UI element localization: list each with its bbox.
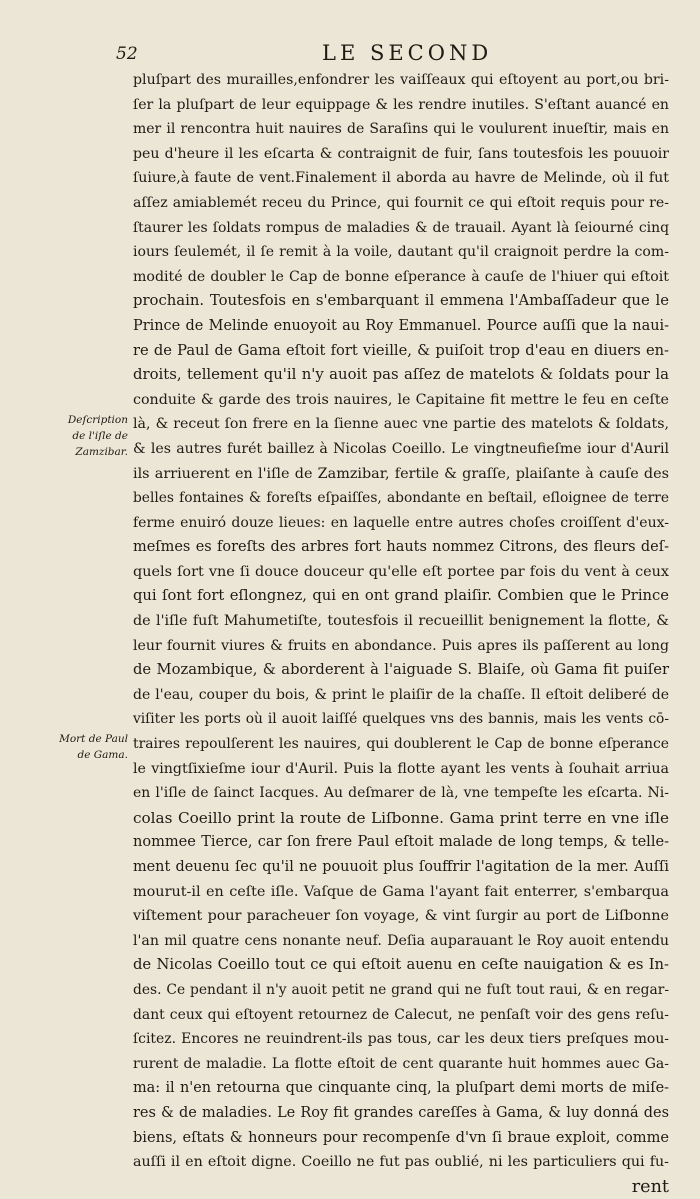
text-line: traires repoulſerent les nauires, qui doublerent le Cap de bonne eſperance	[133, 736, 669, 753]
text-line: mourut-il en ceſte iſle. Vaſque de Gama l'ayant fait enterrer, s'embarqua	[133, 883, 669, 900]
text-line: le vingtſixieſme iour d'Auril. Puis la flotte ayant les vents à ſouhait arriua	[133, 760, 669, 777]
text-line: ferme enuiró douze lieues: en laquelle entre autres choſes croiſſent d'eux-	[133, 514, 669, 531]
margin-note-line: de l'iſle de	[72, 430, 128, 442]
text-line: dant ceux qui eſtoyent retournez de Calecut, ne penſaſt voir des gens reſu-	[133, 1006, 669, 1023]
margin-note-paul-de-gama	[30, 731, 128, 763]
margin-note-line: Mort de Paul	[59, 733, 128, 745]
text-line: conduite & garde des trois nauires, le Capitaine fit mettre le feu en ceſte	[133, 391, 669, 408]
margin-note-line: Zamzibar.	[75, 446, 128, 458]
text-line: de l'eau, couper du bois, & print le plaiſir de la chaſſe. Il eſtoit deliberé de	[133, 686, 669, 703]
text-line: là, & receut ſon frere en la ſienne auec vne partie des matelots & ſoldats,	[133, 416, 669, 433]
text-line: rurent de maladie. La flotte eſtoit de cent quarante huit hommes auec Ga-	[133, 1055, 669, 1072]
text-line: colas Coeillo print la route de Liſbonne. Gama print terre en vne iſle	[133, 808, 669, 827]
margin-note-line: Deſcription	[67, 414, 128, 426]
text-line: de Nicolas Coeillo tout ce qui eſtoit auenu en ceſte nauigation & es In-	[133, 956, 669, 974]
text-line: leur fournit viures & fruits en abondance. Puis apres ils paſſerent au long	[133, 637, 669, 654]
text-line: ſer la pluſpart de leur equippage & les rendre inutiles. S'eſtant auancé en	[133, 96, 669, 113]
text-line: auſſi il en eſtoit digne. Coeillo ne fut pas oublié, ni les particuliers qui fu-	[133, 1154, 669, 1171]
text-line: ſtaurer les ſoldats rompus de maladies & de trauail. Ayant là ſeiourné cinq	[133, 219, 669, 236]
text-line: belles fontaines & foreſts eſpaiſſes, abondante en beſtail, eſloignee de terre	[133, 490, 669, 507]
text-line: en l'iſle de ſainct Iacques. Au deſmarer de là, vne tempeſte les eſcarta. Ni-	[133, 785, 669, 802]
margin-note-line: de Gama.	[77, 749, 128, 761]
text-line: rent	[631, 1176, 669, 1197]
text-line: Prince de Melinde enuoyoit au Roy Emmanuel. Pource auſſi que la naui-	[133, 317, 669, 334]
text-line: aſſez amiablemét receu du Prince, qui fournit ce qui eſtoit requis pour re-	[133, 194, 669, 211]
text-line: ſuiure,à faute de vent.Finalement il aborda au havre de Melinde, où il fut	[133, 170, 669, 187]
text-line: ma: il n'en retourna que cinquante cinq, la pluſpart demi morts de miſe-	[133, 1080, 669, 1097]
text-line: & les autres furét baillez à Nicolas Coeillo. Le vingtneufieſme iour d'Auril	[133, 440, 669, 457]
text-line: droits, tellement qu'il n'y auoit pas aſſez de matelots & ſoldats pour la	[133, 366, 669, 384]
text-line: peu d'heure il les eſcarta & contraignit de fuir, ſans toutesfois les pouuoir	[133, 145, 669, 162]
text-line: mer il rencontra huit nauires de Saraſins qui le voulurent inueſtir, mais en	[133, 121, 669, 138]
text-line: viſtement pour paracheuer ſon voyage, & vint ſurgir au port de Liſbonne	[133, 908, 669, 925]
running-head: LE SECOND	[322, 41, 493, 65]
text-line: viſiter les ports où il auoit laiſſé quelques vns des bannis, mais les vents cō-	[133, 711, 669, 728]
text-line: re de Paul de Gama eſtoit fort vieille, & puiſoit trop d'eau en diuers en-	[133, 341, 669, 359]
page-number: 52	[116, 44, 138, 64]
margin-note-zamzibar	[30, 412, 128, 460]
text-line: nommee Tierce, car ſon frere Paul eſtoit malade de long temps, & telle-	[133, 834, 669, 851]
text-line: des. Ce pendant il n'y auoit petit ne grand qui ne fuſt tout raui, & en regar-	[133, 981, 669, 998]
text-line: ment deuenu ſec qu'il ne pouuoit plus ſouffrir l'agitation de la mer. Auſſi	[133, 859, 669, 875]
text-line: de l'iſle fuſt Mahumetiſte, toutesfois il recueillit benignement la flotte, &	[133, 613, 669, 630]
text-line: de Mozambique, & aborderent à l'aiguade S. Blaiſe, où Gama fit puiſer	[133, 661, 669, 679]
text-line: biens, eſtats & honneurs pour recompenſe d'vn ſi braue exploit, comme	[133, 1128, 669, 1146]
page-header	[0, 38, 700, 66]
text-line: prochain. Toutesfois en s'embarquant il emmena l'Ambaſſadeur que le	[133, 292, 669, 310]
text-line: pluſpart des murailles,enfondrer les vaiſſeaux qui eſtoyent au port,ou bri-	[133, 72, 669, 88]
text-line: ils arriuerent en l'iſle de Zamzibar, fertile & graſſe, plaiſante à cauſe des	[133, 465, 669, 482]
text-line: ſcitez. Encores ne reuindrent-ils pas tous, car les deux tiers preſques mou-	[133, 1031, 669, 1048]
body-text	[133, 68, 669, 1199]
text-line: iours ſeulemét, il ſe remit à la voile, dautant qu'il craignoit perdre la com-	[133, 244, 669, 261]
text-line: quels ſort vne ſi douce douceur qu'elle eſt portee par fois du vent à ceux	[133, 563, 669, 580]
text-line: l'an mil quatre cens nonante neuf. Deſia auparauant le Roy auoit entendu	[133, 932, 669, 949]
text-line: modité de doubler le Cap de bonne eſperance à cauſe de l'hiuer qui eſtoit	[133, 268, 669, 285]
text-line: qui ſont fort eſlongnez, qui en ont grand plaiſir. Combien que le Prince	[133, 587, 669, 605]
text-line: meſmes es foreſts des arbres fort hauts nommez Citrons, des fleurs deſ-	[133, 539, 669, 556]
text-line: res & de maladies. Le Roy fit grandes careſſes à Gama, & luy donná des	[133, 1104, 669, 1121]
